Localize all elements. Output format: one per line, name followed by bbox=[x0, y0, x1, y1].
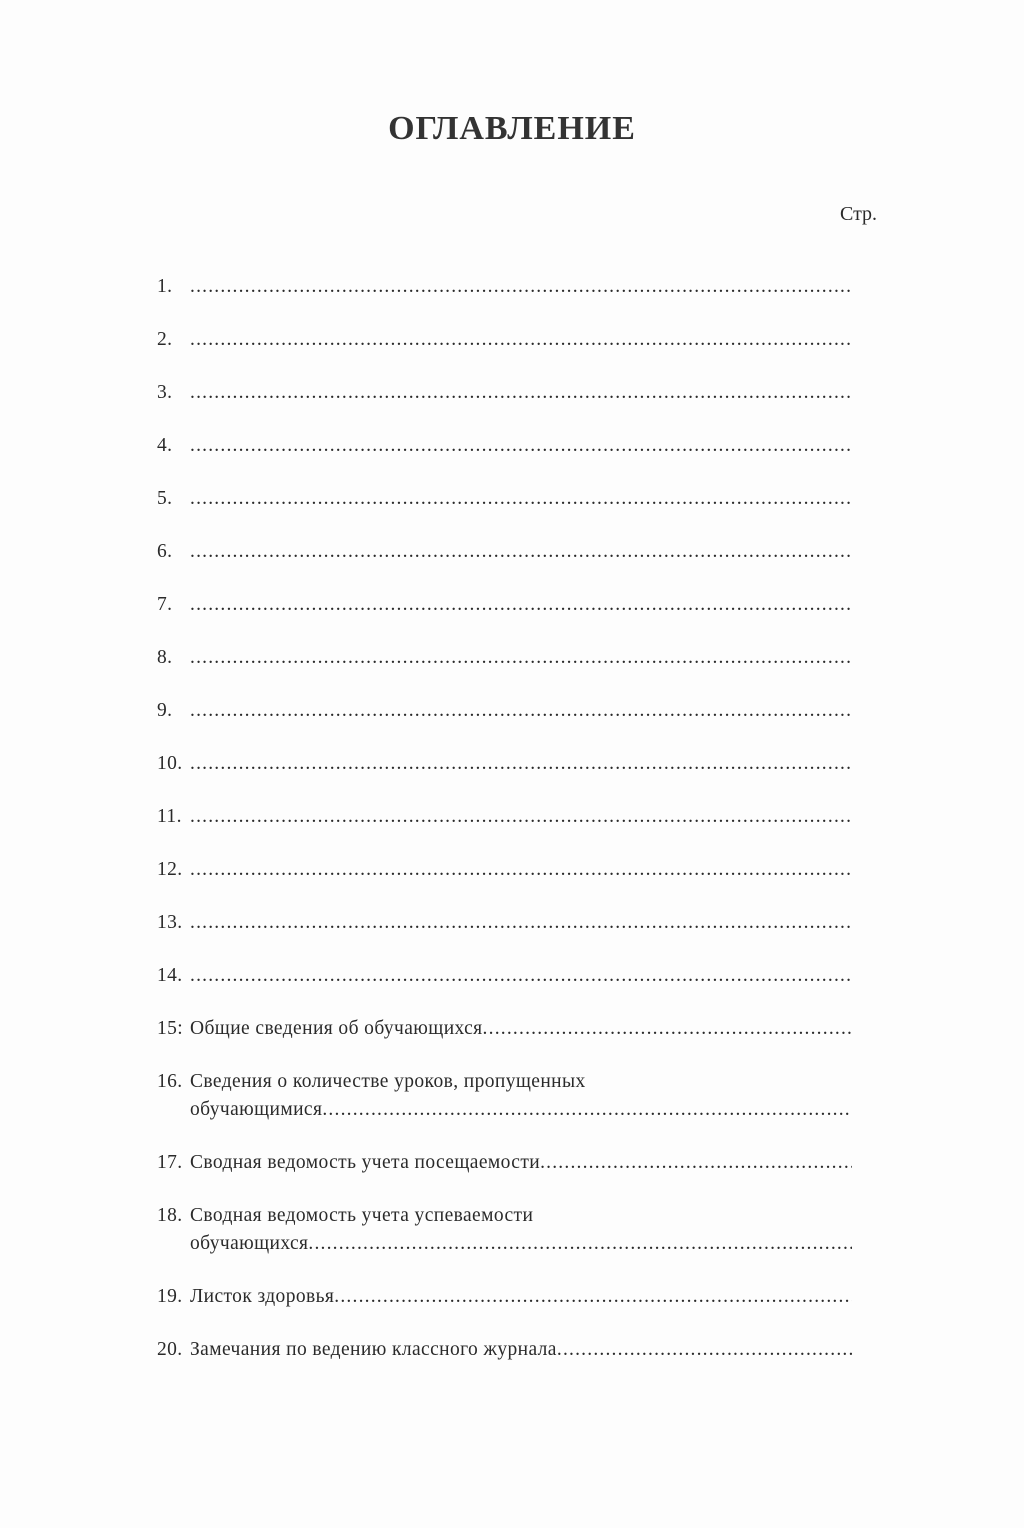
toc-entry bbox=[157, 432, 852, 460]
toc-entry-number: 5. bbox=[157, 488, 173, 509]
toc-entry bbox=[157, 1202, 852, 1258]
toc-entry-number: 14. bbox=[157, 965, 183, 986]
toc-entry-number: 10. bbox=[157, 753, 183, 774]
toc-entry-body bbox=[190, 1015, 852, 1043]
toc-entry-line bbox=[190, 538, 852, 566]
toc-entry-line bbox=[190, 379, 852, 407]
dot-leader bbox=[190, 432, 852, 460]
toc-entry-line bbox=[190, 1202, 852, 1230]
dot-leader bbox=[190, 750, 852, 778]
toc-entry bbox=[157, 803, 852, 831]
toc-entry-title: Замечания по ведению классного журнала bbox=[190, 1339, 557, 1360]
toc-entry-title: Сводная ведомость учета успеваемости bbox=[190, 1205, 534, 1226]
toc-entry-body bbox=[190, 803, 852, 831]
toc-entry-line bbox=[190, 1283, 852, 1311]
toc-entry-number: 20. bbox=[157, 1339, 183, 1360]
toc-entry-body bbox=[190, 1202, 852, 1258]
toc-entry-line bbox=[190, 485, 852, 513]
toc-entry-number: 4. bbox=[157, 435, 173, 456]
toc-entry-number: 16. bbox=[157, 1071, 183, 1092]
dot-leader bbox=[483, 1015, 852, 1043]
toc-entry-body bbox=[190, 1283, 852, 1311]
toc-entry bbox=[157, 1283, 852, 1311]
toc-entry-line bbox=[190, 856, 852, 884]
table-of-contents bbox=[157, 273, 852, 1389]
dot-leader bbox=[190, 273, 852, 301]
toc-entry-number: 19. bbox=[157, 1286, 183, 1307]
toc-entry-number: 2. bbox=[157, 329, 173, 350]
toc-entry-body bbox=[190, 379, 852, 407]
toc-entry bbox=[157, 485, 852, 513]
toc-entry-line bbox=[190, 1336, 852, 1364]
toc-entry-number: 3. bbox=[157, 382, 173, 403]
toc-entry-number: 8. bbox=[157, 647, 173, 668]
toc-entry-title: Сведения о количестве уроков, пропущенных bbox=[190, 1071, 586, 1092]
toc-entry bbox=[157, 1015, 852, 1043]
toc-entry-line bbox=[190, 1149, 852, 1177]
toc-entry-line bbox=[190, 803, 852, 831]
toc-entry bbox=[157, 326, 852, 354]
toc-entry-line bbox=[190, 432, 852, 460]
toc-entry-title: обучающимися bbox=[190, 1099, 323, 1120]
toc-entry-number: 12. bbox=[157, 859, 183, 880]
toc-entry-number: 1. bbox=[157, 276, 173, 297]
toc-entry-body bbox=[190, 591, 852, 619]
toc-entry-line bbox=[190, 591, 852, 619]
toc-entry bbox=[157, 644, 852, 672]
toc-entry bbox=[157, 856, 852, 884]
toc-entry-body bbox=[190, 485, 852, 513]
toc-entry-number: 7. bbox=[157, 594, 173, 615]
toc-entry bbox=[157, 591, 852, 619]
toc-entry-body bbox=[190, 1336, 852, 1364]
toc-entry-body bbox=[190, 856, 852, 884]
toc-entry bbox=[157, 538, 852, 566]
toc-entry bbox=[157, 273, 852, 301]
dot-leader bbox=[190, 379, 852, 407]
toc-entry bbox=[157, 909, 852, 937]
toc-entry-body bbox=[190, 326, 852, 354]
toc-entry-number: 15: bbox=[157, 1018, 184, 1039]
dot-leader bbox=[334, 1283, 852, 1311]
dot-leader bbox=[557, 1336, 852, 1364]
toc-entry bbox=[157, 750, 852, 778]
toc-entry-body bbox=[190, 697, 852, 725]
toc-entry bbox=[157, 1149, 852, 1177]
dot-leader bbox=[540, 1149, 852, 1177]
dot-leader bbox=[308, 1230, 852, 1258]
toc-entry-title: Листок здоровья bbox=[190, 1286, 335, 1307]
dot-leader bbox=[190, 697, 852, 725]
dot-leader bbox=[190, 909, 852, 937]
toc-entry-number: 6. bbox=[157, 541, 173, 562]
toc-entry-line bbox=[190, 1230, 852, 1258]
dot-leader bbox=[190, 644, 852, 672]
dot-leader bbox=[190, 326, 852, 354]
toc-entry-line bbox=[190, 909, 852, 937]
toc-entry bbox=[157, 379, 852, 407]
toc-entry-body bbox=[190, 1068, 852, 1124]
toc-entry-line bbox=[190, 962, 852, 990]
dot-leader bbox=[190, 856, 852, 884]
toc-entry bbox=[157, 1336, 852, 1364]
toc-entry-title: Сводная ведомость учета посещаемости bbox=[190, 1152, 541, 1173]
toc-entry-line bbox=[190, 1096, 852, 1124]
page-title: ОГЛАВЛЕНИЕ bbox=[388, 110, 636, 147]
dot-leader bbox=[190, 538, 852, 566]
toc-entry bbox=[157, 1068, 852, 1124]
toc-entry-body bbox=[190, 750, 852, 778]
toc-entry-number: 18. bbox=[157, 1205, 183, 1226]
toc-entry-line bbox=[190, 1015, 852, 1043]
dot-leader bbox=[190, 591, 852, 619]
toc-entry-line bbox=[190, 697, 852, 725]
toc-entry-line bbox=[190, 750, 852, 778]
toc-entry-title: Общие сведения об обучающихся bbox=[190, 1018, 483, 1039]
toc-entry-body bbox=[190, 432, 852, 460]
toc-entry-line bbox=[190, 273, 852, 301]
toc-entry bbox=[157, 697, 852, 725]
dot-leader bbox=[190, 962, 852, 990]
toc-entry-body bbox=[190, 909, 852, 937]
toc-entry-number: 9. bbox=[157, 700, 173, 721]
dot-leader bbox=[190, 803, 852, 831]
toc-entry-line bbox=[190, 644, 852, 672]
toc-entry-number: 13. bbox=[157, 912, 183, 933]
toc-entry-title: обучающихся bbox=[190, 1233, 309, 1254]
toc-entry-line bbox=[190, 326, 852, 354]
toc-entry-body bbox=[190, 273, 852, 301]
toc-entry-body bbox=[190, 962, 852, 990]
toc-entry-number: 17. bbox=[157, 1152, 183, 1173]
toc-entry-number: 11. bbox=[157, 806, 182, 827]
toc-entry-line bbox=[190, 1068, 852, 1096]
toc-entry bbox=[157, 962, 852, 990]
page-column-label: Стр. bbox=[840, 203, 878, 225]
dot-leader bbox=[190, 485, 852, 513]
toc-entry-body bbox=[190, 644, 852, 672]
toc-entry-body bbox=[190, 538, 852, 566]
dot-leader bbox=[322, 1096, 852, 1124]
toc-entry-body bbox=[190, 1149, 852, 1177]
